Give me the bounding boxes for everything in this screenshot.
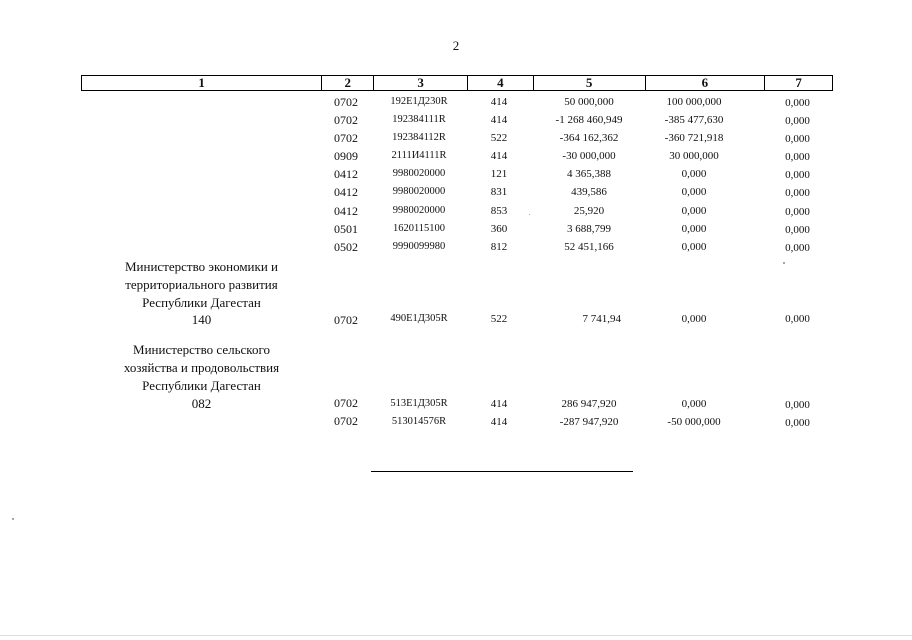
section-code: 0412 xyxy=(334,167,358,181)
section-code: 0702 xyxy=(334,95,358,109)
section-code: 0502 xyxy=(334,240,358,254)
amount-col-5: -364 162,362 xyxy=(559,132,619,144)
expense-type-code: 414 xyxy=(490,114,508,126)
amount-col-5: 7 741,94 xyxy=(582,313,621,325)
scan-speck xyxy=(529,214,530,215)
expense-type-code: 522 xyxy=(490,132,508,144)
amount-col-6: -360 721,918 xyxy=(664,132,724,144)
amount-col-7: 0,000 xyxy=(785,187,810,199)
target-article-code: 9980020000 xyxy=(392,168,446,179)
section-code: 0702 xyxy=(334,113,358,127)
amount-col-7: 0,000 xyxy=(785,417,810,429)
target-article-code: 2111И4111R xyxy=(391,150,447,161)
amount-col-7: 0,000 xyxy=(785,242,810,254)
section-code: 0702 xyxy=(334,131,358,145)
target-article-code: 490Е1Д305R xyxy=(390,313,448,324)
ministry-name xyxy=(81,258,322,312)
expense-type-code: 853 xyxy=(490,205,508,217)
amount-col-6: 30 000,000 xyxy=(669,150,719,162)
amount-col-7: 0,000 xyxy=(785,115,810,127)
header-col-4: 4 xyxy=(468,76,534,90)
section-code: 0909 xyxy=(334,149,358,163)
amount-col-7: 0,000 xyxy=(785,169,810,181)
scan-border-top xyxy=(0,0,912,2)
scan-border-bottom xyxy=(0,635,912,636)
target-article-code: 192384112R xyxy=(392,132,446,143)
ministry-name-line: Республики Дагестан xyxy=(142,378,261,393)
amount-col-6: 0,000 xyxy=(681,186,707,198)
amount-col-6: -50 000,000 xyxy=(667,416,721,428)
closing-rule xyxy=(371,471,633,472)
amount-col-6: 0,000 xyxy=(681,398,707,410)
amount-col-6: 0,000 xyxy=(681,168,707,180)
scan-speck xyxy=(12,518,14,520)
target-article-code: 1620115100 xyxy=(392,223,446,234)
target-article-code: 9980020000 xyxy=(392,205,446,216)
target-article-code: 9980020000 xyxy=(392,186,446,197)
amount-col-5: 439,586 xyxy=(571,186,607,198)
amount-col-7: 0,000 xyxy=(785,206,810,218)
amount-col-5: -1 268 460,949 xyxy=(555,114,623,126)
amount-col-5: 25,920 xyxy=(573,205,605,217)
target-article-code: 513Е1Д305R xyxy=(390,398,448,409)
amount-col-7: 0,000 xyxy=(785,97,810,109)
expense-type-code: 121 xyxy=(490,168,508,180)
amount-col-5: -30 000,000 xyxy=(562,150,616,162)
expense-type-code: 831 xyxy=(490,186,508,198)
amount-col-5: 4 365,388 xyxy=(567,168,611,180)
header-col-3: 3 xyxy=(374,76,468,90)
amount-col-6: 0,000 xyxy=(681,205,707,217)
amount-col-6: 0,000 xyxy=(681,241,707,253)
amount-col-5: 50 000,000 xyxy=(564,96,614,108)
target-article-code: 513014576R xyxy=(391,416,447,427)
section-code: 0501 xyxy=(334,222,358,236)
header-col-5: 5 xyxy=(534,76,646,90)
expense-type-code: 414 xyxy=(490,96,508,108)
section-code: 0702 xyxy=(334,396,358,410)
page-number: 2 xyxy=(452,38,460,53)
ministry-name-line: хозяйства и продовольствия xyxy=(123,360,280,375)
amount-col-7: 0,000 xyxy=(785,399,810,411)
target-article-code: 192Е1Д230R xyxy=(390,96,448,107)
amount-col-5: -287 947,920 xyxy=(559,416,619,428)
section-code: 0412 xyxy=(334,204,358,218)
header-col-1: 1 xyxy=(82,76,322,90)
amount-col-7: 0,000 xyxy=(785,133,810,145)
ministry-name-line: территориального развития xyxy=(125,277,278,292)
target-article-code: 9990099980 xyxy=(392,241,446,252)
amount-col-6: -385 477,630 xyxy=(664,114,724,126)
amount-col-5: 3 688,799 xyxy=(567,223,611,235)
section-code: 0702 xyxy=(334,414,358,428)
amount-col-7: 0,000 xyxy=(785,313,810,325)
ministry-name xyxy=(81,341,322,395)
expense-type-code: 360 xyxy=(490,223,508,235)
ministry-code: 082 xyxy=(191,396,212,411)
section-code: 0412 xyxy=(334,185,358,199)
amount-col-7: 0,000 xyxy=(785,224,810,236)
table-header xyxy=(81,75,833,91)
header-col-2: 2 xyxy=(322,76,374,90)
section-code: 0702 xyxy=(334,313,358,327)
amount-col-6: 0,000 xyxy=(681,223,707,235)
expense-type-code: 414 xyxy=(490,150,508,162)
amount-col-7: 0,000 xyxy=(785,151,810,163)
expense-type-code: 414 xyxy=(490,398,508,410)
amount-col-6: 0,000 xyxy=(681,313,707,325)
ministry-name-line: Министерство сельского xyxy=(133,342,270,357)
ministry-name-line: Республики Дагестан xyxy=(142,295,261,310)
header-col-6: 6 xyxy=(646,76,766,90)
ministry-code: 140 xyxy=(191,312,212,327)
amount-col-6: 100 000,000 xyxy=(666,96,722,108)
scan-speck xyxy=(783,262,785,264)
ministry-name-line: Министерство экономики и xyxy=(124,259,278,274)
amount-col-5: 52 451,166 xyxy=(564,241,614,253)
expense-type-code: 522 xyxy=(490,313,508,325)
expense-type-code: 812 xyxy=(490,241,508,253)
amount-col-5: 286 947,920 xyxy=(561,398,617,410)
header-col-7: 7 xyxy=(795,75,802,90)
expense-type-code: 414 xyxy=(490,416,508,428)
target-article-code: 192384111R xyxy=(392,114,446,125)
